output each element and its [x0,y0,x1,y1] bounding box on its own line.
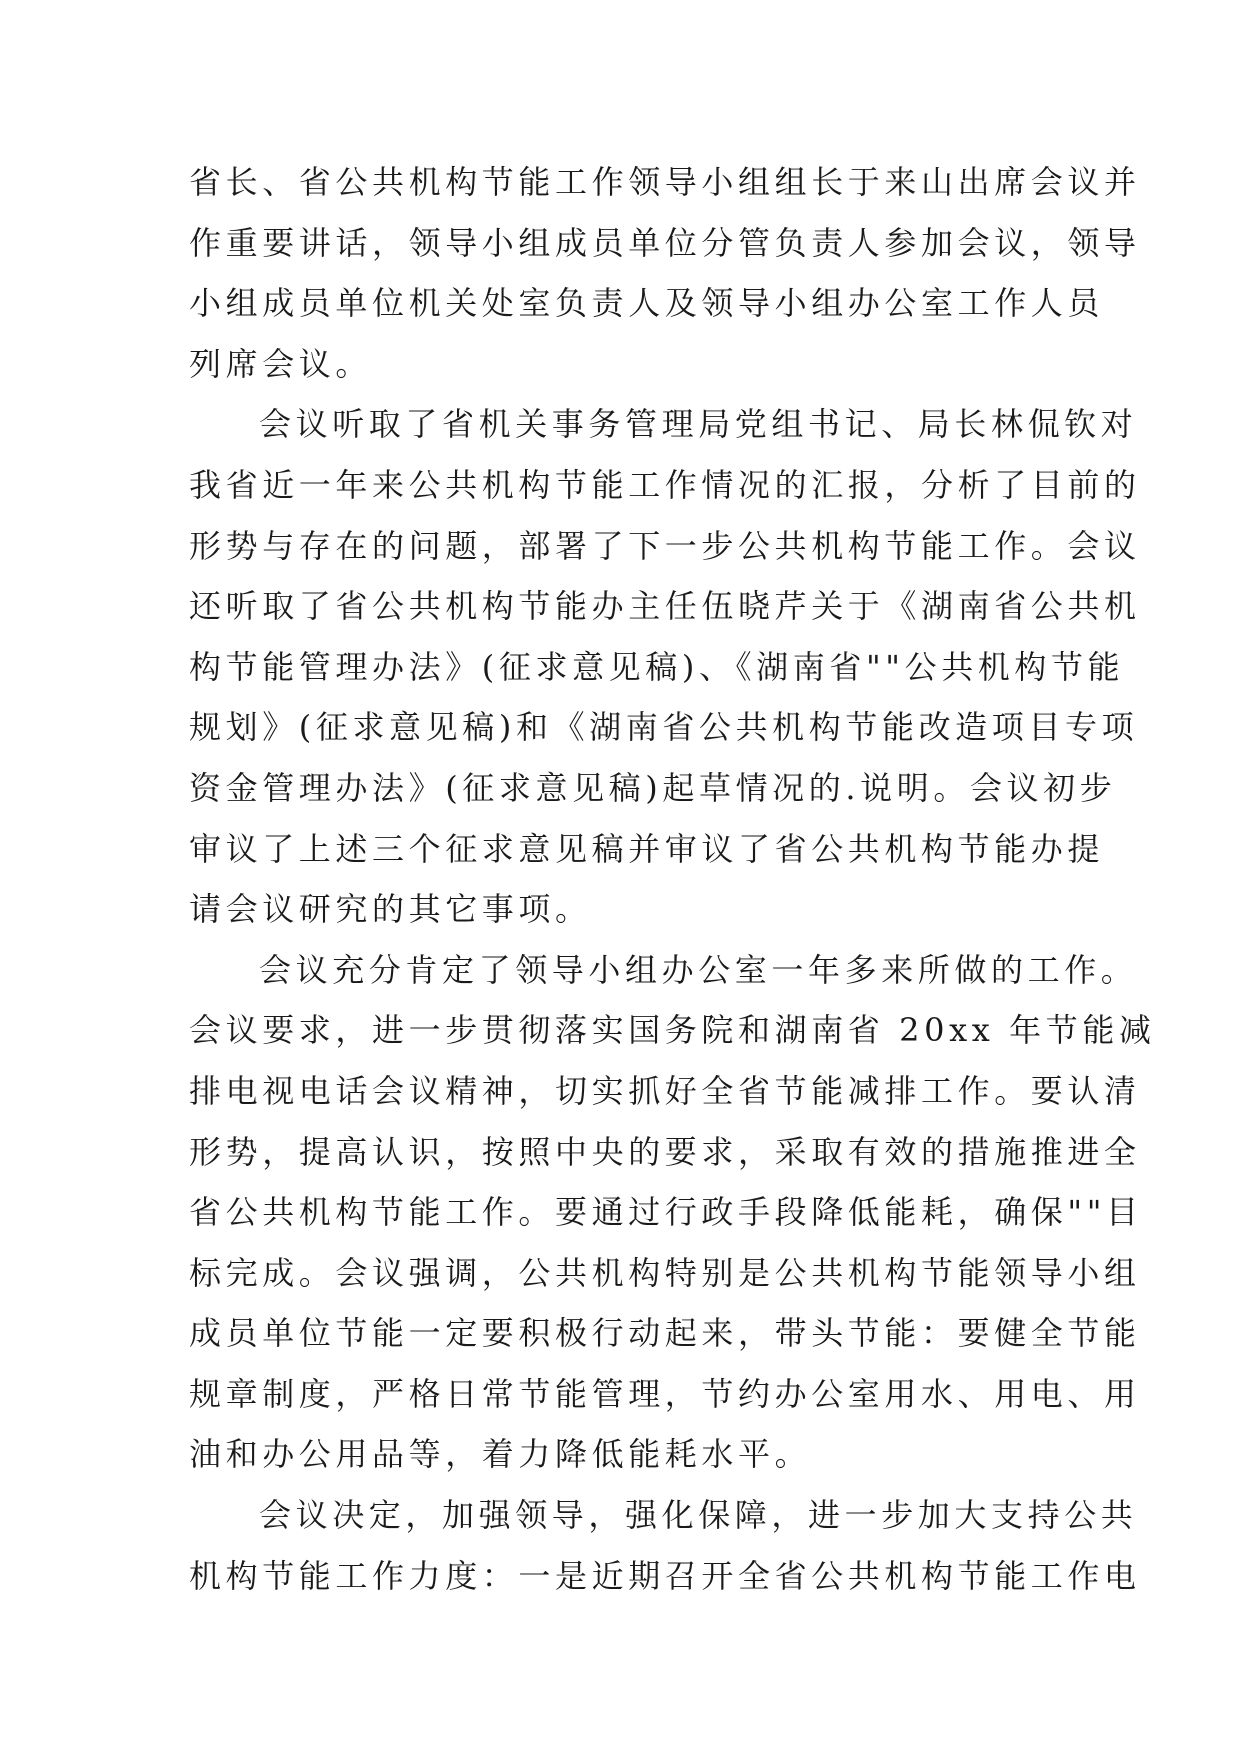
text-line: 规划》(征求意见稿)和《湖南省公共机构节能改造项目专项 [189,708,1139,747]
text-line: 会议听取了省机关事务管理局党组书记、局长林侃钦对 [259,405,1138,444]
text-line: 审议了上述三个征求意见稿并审议了省公共机构节能办提 [189,829,1105,868]
text-line: 排电视电话会议精神，切实抓好全省节能减排工作。要认清 [189,1071,1141,1110]
text-line: 我省近一年来公共机构节能工作情况的汇报，分析了目前的 [189,465,1141,504]
paragraph [189,1485,1141,1606]
text-line: 省公共机构节能工作。要通过行政手段降低能耗，确保""目 [189,1193,1143,1232]
text-line: 列席会议。 [189,344,373,383]
text-line: 会议要求，进一步贯彻落实国务院和湖南省 20xx 年节能减 [189,1011,1156,1050]
text-line: 还听取了省公共机构节能办主任伍晓芹关于《湖南省公共机 [189,587,1141,626]
paragraph [189,394,1141,939]
text-line: 作重要讲话，领导小组成员单位分管负责人参加会议，领导 [189,223,1141,262]
text-line: 规章制度，严格日常节能管理，节约办公室用水、用电、用 [189,1374,1141,1413]
paragraph [189,152,1141,394]
text-line: 请会议研究的其它事项。 [189,890,592,929]
text-line: 形势，提高认识，按照中央的要求，采取有效的措施推进全 [189,1132,1141,1171]
text-line: 构节能管理办法》(征求意见稿)、《湖南省""公共机构节能 [189,647,1125,686]
document-body [189,152,1156,1606]
text-line: 油和办公用品等，着力降低能耗水平。 [189,1435,812,1474]
text-line: 成员单位节能一定要积极行动起来，带头节能：要健全节能 [189,1314,1141,1353]
text-line: 小组成员单位机关处室负责人及领导小组办公室工作人员 [189,284,1105,323]
text-line: 机构节能工作力度：一是近期召开全省公共机构节能工作电 [189,1556,1141,1595]
text-line: 省长、省公共机构节能工作领导小组组长于来山出席会议并 [189,163,1141,201]
text-line: 标完成。会议强调，公共机构特别是公共机构节能领导小组 [189,1253,1141,1292]
paragraph [189,940,1156,1485]
text-line: 会议决定，加强领导，强化保障，进一步加大支持公共 [259,1496,1138,1535]
text-line: 形势与存在的问题，部署了下一步公共机构节能工作。会议 [189,526,1141,565]
text-line: 会议充分肯定了领导小组办公室一年多来所做的工作。 [259,950,1138,989]
text-line: 资金管理办法》(征求意见稿)起草情况的.说明。会议初步 [189,768,1117,807]
